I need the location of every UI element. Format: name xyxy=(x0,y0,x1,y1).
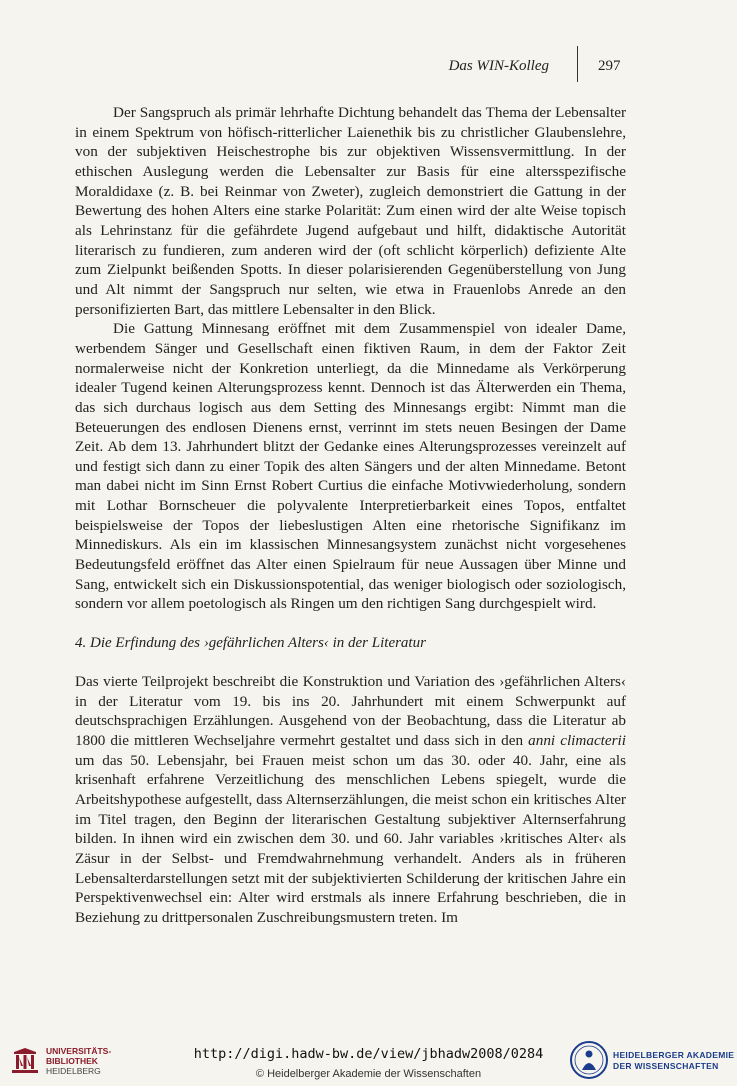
paragraph-teilprojekt xyxy=(75,672,626,928)
academy-seal-icon xyxy=(569,1040,609,1080)
permalink-url[interactable]: http://digi.hadw-bw.de/view/jbhadw2008/0284 xyxy=(193,1046,544,1062)
library-name-line: BIBLIOTHEK xyxy=(46,1056,98,1066)
copyright-notice: © Heidelberger Akademie der Wissenschaften xyxy=(255,1068,482,1080)
running-header xyxy=(0,54,737,78)
library-name-line: HEIDELBERG xyxy=(46,1066,101,1076)
paragraph-minnesang: Die Gattung Minnesang eröffnet mit dem Zusammenspiel von idealer Dame, werbendem Sänger und Gesellschaft einen fiktiven Raum, in dem der Faktor Zeit normalerweise nicht der Konkretion unterliegt, da die Minnedame als Verkörperung idealer Tugend keinen Alterungsprozess kennt. Dennoch ist das Älterwerden ein Thema, das sich durchaus logisch aus dem Setting des Minnesangs ergibt: Nimmt man die Beteuerungen des endlosen Dienens ernst, verrinnt im stets neuen Besingen der Dame Zeit. Ab dem 13. Jahrhundert blitzt der Gedanke eines Alterungsprozesses vereinzelt auf und festigt sich dann zu einer Topik des alten Sängers und der alten Minnedame. Betont man dabei nicht im Sinn Ernst Robert Curtius die einfache Motivwiederholung, sondern mit Lothar Bornscheuer die polyvalente Interpretierbarkeit eines Topos, entfaltet beispielsweise der Topos der liebeslustigen Alten eine rhetorische Signifikanz im Minnediskurs. Als ein im klassischen Minnesangsystem zunächst nicht vorgesehenes Bedeutungsfeld eröffnet das Alter einen Spielraum für neue Aussagen über Minne und Sang, entwickelt sich ein Diskussionspotential, das weniger biologisch oder soziologisch, sondern vor allem poetologisch als Ringen um den richtigen Sang durchgespielt wird. xyxy=(75,320,626,613)
digitization-footer xyxy=(0,1036,737,1086)
page-body xyxy=(75,103,626,928)
header-divider xyxy=(577,46,578,82)
library-name-line: UNIVERSITÄTS- xyxy=(46,1046,112,1056)
paragraph-sangspruch: Der Sangspruch als primär lehrhafte Dichtung behandelt das Thema der Lebensalter in einem Spektrum von höfisch-ritterlicher Laienethik bis zu christlicher Glaubenslehre, von der subjektiven Heischestrophe bis zur objektiven Wissensvermittlung. In der ethischen Auslegung werden die Lebensalter zur Basis für eine altersspezifische Moraldidaxe (z. B. bei Reinmar von Zweter), zugleich demonstriert die Gattung in der Bewertung des hohen Alters eine starke Polarität: Zum einen wird der alte Weise topisch als Lehrinstanz für die gefährdete Jugend aufgebaut und hilft, didaktische Autorität literarisch zu fundieren, zum anderen wird der (oft schlicht körperlich) defiziente Alte zum Zielpunkt beißenden Spotts. In dieser polarisierenden Gegenüberstellung von Jung und Alt nimmt der Sangspruch nur selten, wie etwa in Frauenlobs Anrede an den personifizierten Bart, das mittlere Lebensalter in den Blick. xyxy=(75,104,626,318)
latin-term: anni climacterii xyxy=(528,732,626,750)
section-heading: 4. Die Erfindung des ›gefährlichen Alters‹ in der Literatur xyxy=(75,635,426,652)
page-number: 297 xyxy=(598,58,621,74)
academy-name-line: DER WISSENSCHAFTEN xyxy=(613,1060,719,1071)
academy-name xyxy=(613,1050,734,1071)
running-title: Das WIN-Kolleg xyxy=(448,58,549,74)
paragraph-text-part: Das vierte Teilprojekt beschreibt die Konstruktion und Variation des ›gefährlichen Alters‹ in der Literatur vom 19. bis ins 20. Jahrhundert mit einem Schwerpunkt auf deutschsprachigen Erzählungen. Ausgehend von der Beobachtung, dass die Literatur ab 1800 die mittleren Wechseljahre vermehrt gestaltet und dass sich in den xyxy=(75,673,626,750)
academy-name-line: HEIDELBERGER AKADEMIE xyxy=(613,1050,735,1060)
paragraph-text-part: um das 50. Lebensjahr, bei Frauen meist schon um das 30. oder 40. Jahr, eine als krisenhaft erfahrene Verzeitlichung des menschlichen Lebens spiegelt, wurde die Arbeitshypothese aufgestellt, dass Alternserzählungen, die meist schon ein kritisches Alter im Titel tragen, den Beginn der literarischen Gestaltung subjektiver Alternserfahrung bilden. In ihnen wird ein zwischen dem 30. und 60. Jahr variables ›kritisches Alter‹ als Zäsur in der Selbst- und Fremdwahrnehmung verhandelt. Anders als in früheren Lebensalterdarstellungen setzt mit der subjektivierten Schilderung der kritischen Jahre ein Perspektivenwechsel ein: Alter wird erstmals als innere Erfahrung beschrieben, die in Beziehung zu drittpersonalen Zuschreibungsmustern treten. Im xyxy=(75,751,626,926)
